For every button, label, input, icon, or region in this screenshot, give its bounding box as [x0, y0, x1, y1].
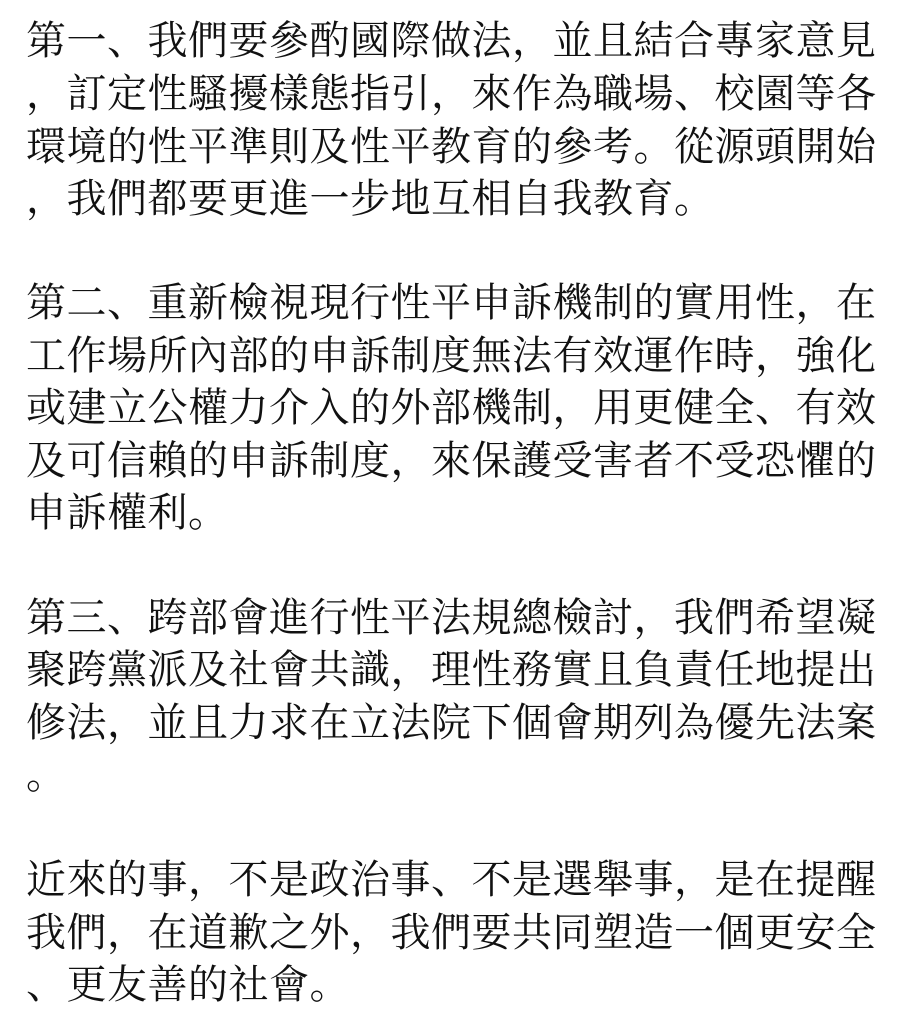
text-line: 申訴權利。 [26, 490, 229, 536]
text-line: 第二、重新檢視現行性平申訴機制的實用性，在 [26, 280, 877, 326]
text-line: 。 [26, 752, 67, 798]
text-line: 或建立公權力介入的外部機制，用更健全、有效 [26, 385, 877, 431]
text-line: 修法，並且力求在立法院下個會期列為優先法案 [26, 700, 877, 746]
text-line: 我們，在道歉之外，我們要共同塑造一個更安全 [26, 910, 877, 956]
text-line: 及可信賴的申訴制度，來保護受害者不受恐懼的 [26, 438, 877, 484]
text-line: 聚跨黨派及社會共識，理性務實且負責任地提出 [26, 647, 877, 693]
text-line: 第三、跨部會進行性平法規總檢討，我們希望凝 [26, 595, 877, 641]
text-line: 、更友善的社會。 [26, 962, 350, 1008]
text-line: 工作場所內部的申訴制度無法有效運作時，強化 [26, 333, 877, 379]
text-line: ，我們都要更進一步地互相自我教育。 [26, 176, 715, 222]
text-line: 第一、我們要參酌國際做法，並且結合專家意見 [26, 18, 877, 64]
text-line: 環境的性平準則及性平教育的參考。從源頭開始 [26, 124, 877, 170]
text-line: 近來的事，不是政治事、不是選舉事，是在提醒 [26, 857, 877, 903]
text-line: ，訂定性騷擾樣態指引，來作為職場、校園等各 [26, 71, 877, 117]
